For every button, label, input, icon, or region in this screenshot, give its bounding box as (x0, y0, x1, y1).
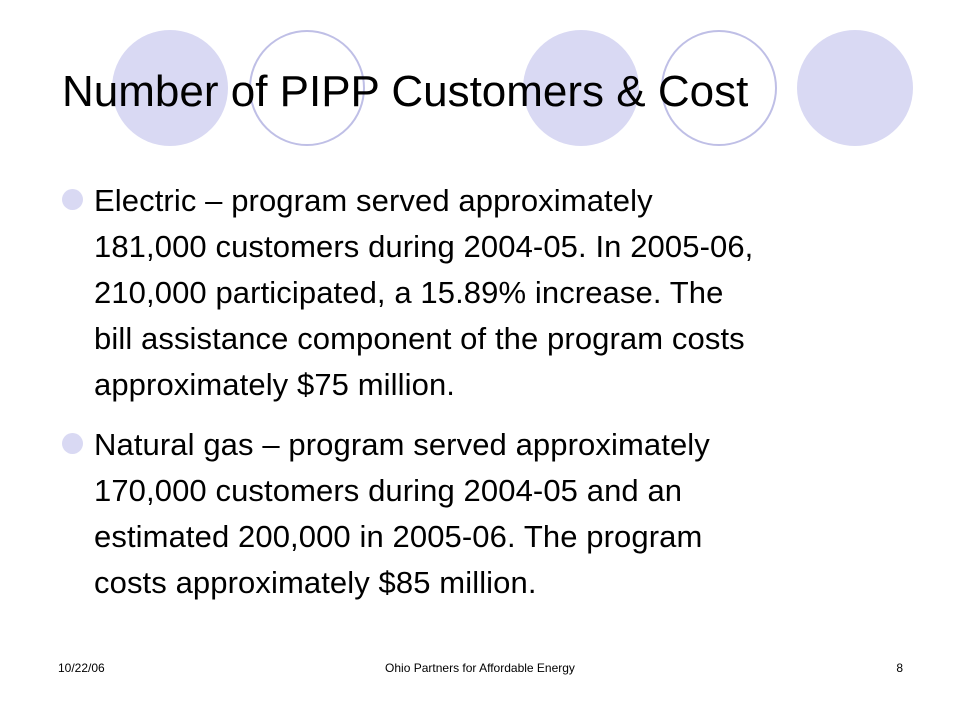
bullet-list (62, 178, 922, 620)
footer-date: 10/22/06 (58, 661, 105, 675)
bullet-icon (62, 433, 83, 454)
slide-title: Number of PIPP Customers & Cost (62, 67, 749, 116)
footer-page-number: 8 (896, 661, 903, 675)
bullet-text: Electric – program served approximately 181,000 customers during 2004-05. In 2005-06, 210,000 participated, a 15.89% increase. The bill assistance component of the program costs approximately $75 million. (94, 183, 754, 402)
bullet-item-electric (62, 178, 922, 408)
bullet-text: Natural gas – program served approximately 170,000 customers during 2004-05 and an estimated 200,000 in 2005-06. The program costs approximately $85 million. (94, 427, 710, 600)
footer-organization: Ohio Partners for Affordable Energy (385, 661, 575, 675)
bullet-icon (62, 189, 83, 210)
bullet-item-natural-gas (62, 422, 922, 606)
